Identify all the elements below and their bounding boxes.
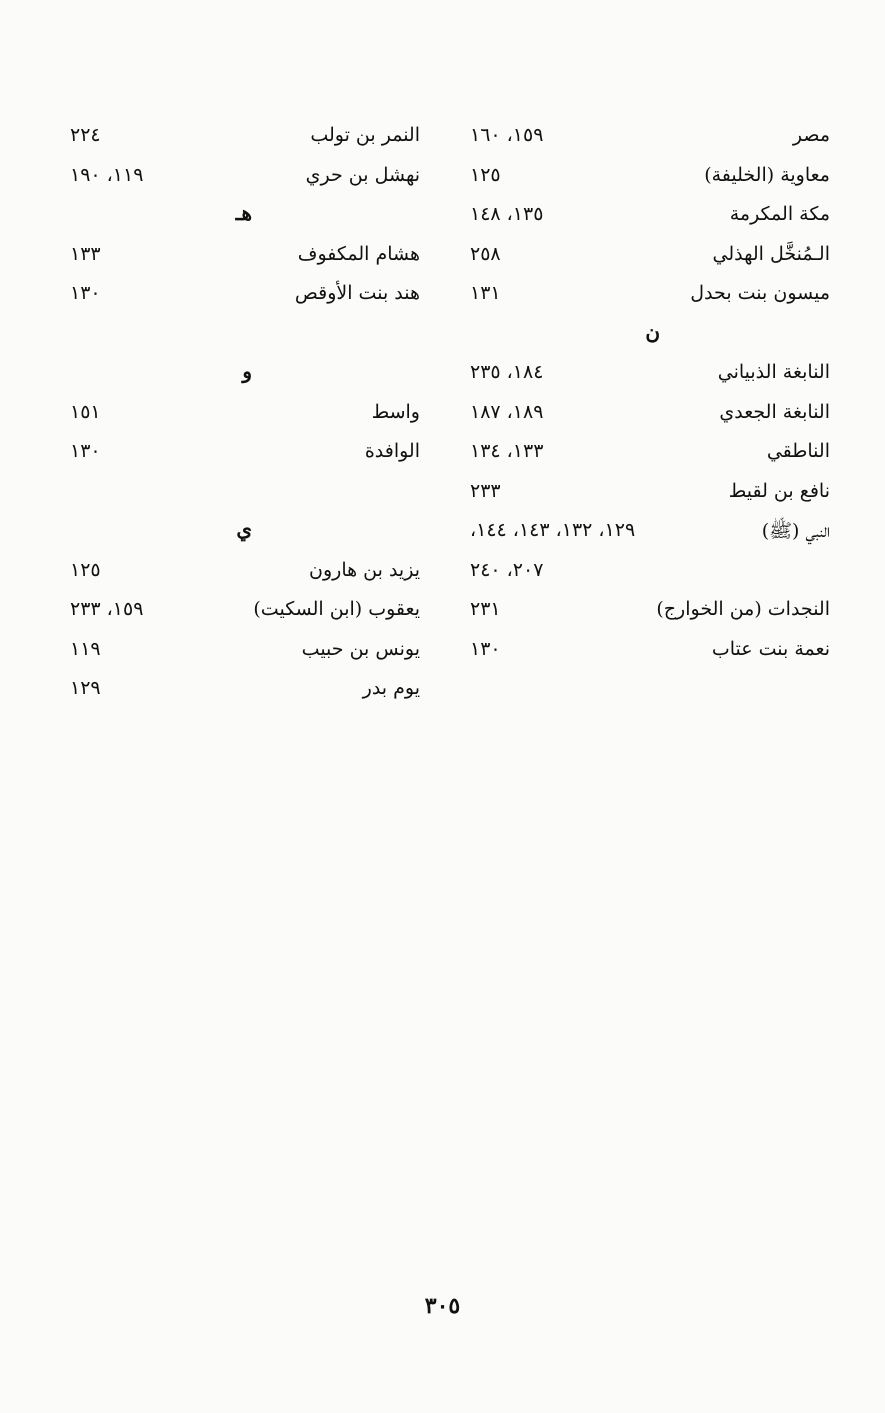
index-entry: [70, 160, 420, 200]
index-entry: [70, 436, 420, 476]
letter-heading-text: هـ: [235, 201, 252, 225]
index-entry-pages: ١٣٠: [70, 282, 101, 304]
index-letter-heading: [70, 199, 420, 239]
index-entry: [70, 594, 420, 634]
index-entry-pages: ٢٠٧، ٢٤٠: [470, 558, 544, 581]
index-entry-pages: ٢٢٤: [70, 124, 101, 146]
index-entry-name: نافع بن لقيط: [728, 479, 830, 502]
index-entry-pages: ١٢٥: [70, 558, 101, 581]
index-entry-name: يونس بن حبيب: [301, 637, 420, 660]
page-number: ٣٠٥: [424, 1293, 461, 1319]
index-spacer: [70, 476, 420, 516]
index-entry: [470, 239, 830, 279]
index-entry: [70, 278, 420, 318]
letter-heading-text: ن: [645, 319, 660, 344]
index-entry-pages: ١٥٩، ١٦٠: [470, 124, 544, 146]
index-entry: [70, 634, 420, 674]
index-entry-name: مكة المكرمة: [729, 203, 830, 225]
index-entry-name: النمر بن تولب: [310, 124, 420, 146]
index-letter-heading: [70, 515, 420, 555]
index-entry-continuation: [470, 555, 830, 595]
index-entry: [470, 278, 830, 318]
index-entry-pages: ١٨٩، ١٨٧: [470, 400, 544, 423]
index-entry-pages: ٢٥٨: [470, 242, 501, 265]
index-entry-name: واسط: [371, 400, 420, 423]
index-entry-name: مصر: [792, 124, 830, 146]
index-entry: [470, 515, 830, 555]
index-entry-name: الوافدة: [364, 440, 420, 462]
letter-heading-text: و: [242, 359, 252, 383]
index-entry-name: الـمُنخَّل الهذلي: [712, 242, 830, 265]
index-entry: [470, 634, 830, 674]
index-entry: [470, 357, 830, 397]
index-entry-name: النابغة الذبياني: [717, 361, 830, 383]
index-entry: [470, 120, 830, 160]
index-entry-pages: ١٢٥: [470, 163, 501, 186]
index-letter-heading: [70, 357, 420, 397]
index-entry-name: نهشل بن حري: [305, 163, 420, 186]
index-entry: [470, 397, 830, 437]
index-entry-name: النجدات (من الخوارج): [656, 598, 830, 620]
index-entry-name: معاوية (الخليفة): [704, 163, 830, 186]
index-letter-heading: [470, 318, 830, 358]
index-entry-pages: ١٥٩، ٢٣٣: [70, 598, 144, 620]
index-entry: [470, 594, 830, 634]
index-entry-pages: ١٣٠: [470, 637, 501, 660]
index-entry: [70, 120, 420, 160]
index-entry: [470, 160, 830, 200]
index-entry-pages: ٢٣١: [470, 598, 501, 620]
index-entry-name: ميسون بنت بحدل: [690, 282, 830, 304]
index-entry: [70, 555, 420, 595]
index-column-left: [70, 120, 420, 713]
index-column-right: [470, 120, 830, 673]
index-entry-pages: ١٣٠: [70, 440, 101, 462]
index-entry-pages: ١٣٣، ١٣٤: [470, 440, 544, 462]
index-entry-pages: ٢٣٣: [470, 479, 501, 502]
index-entry: [470, 476, 830, 516]
index-entry-pages: ١٣١: [470, 282, 501, 304]
index-entry-name: النبي (ﷺ): [761, 520, 830, 542]
index-entry-name: يعقوب (ابن السكيت): [253, 598, 420, 620]
index-entry-pages: ١٣٣: [70, 242, 101, 265]
index-entry-pages: ١٢٩: [70, 677, 101, 699]
index-entry-name: هشام المكفوف: [297, 242, 420, 265]
index-spacer: [70, 318, 420, 358]
index-entry-pages: ١٣٥، ١٤٨: [470, 203, 544, 225]
index-entry-pages: ١١٩: [70, 637, 101, 660]
index-entry: [70, 397, 420, 437]
index-entry-pages: ١١٩، ١٩٠: [70, 163, 144, 186]
index-entry: [70, 239, 420, 279]
index-entry-pages: ١٥١: [70, 400, 101, 423]
index-entry-name: نعمة بنت عتاب: [711, 637, 830, 660]
index-entry-name: النابغة الجعدي: [719, 400, 830, 423]
index-entry-name: هند بنت الأوقص: [294, 282, 420, 304]
index-entry-name: يوم بدر: [362, 677, 420, 699]
index-entry: [70, 673, 420, 713]
letter-heading-text: ي: [236, 517, 252, 541]
index-entry: [470, 199, 830, 239]
index-entry: [470, 436, 830, 476]
index-entry-pages: ١٢٩، ١٣٢، ١٤٣، ١٤٤،: [470, 519, 636, 541]
index-entry-pages: ١٨٤، ٢٣٥: [470, 361, 544, 383]
index-entry-name: الناطقي: [766, 440, 830, 462]
index-entry-name: يزيد بن هارون: [309, 558, 420, 581]
